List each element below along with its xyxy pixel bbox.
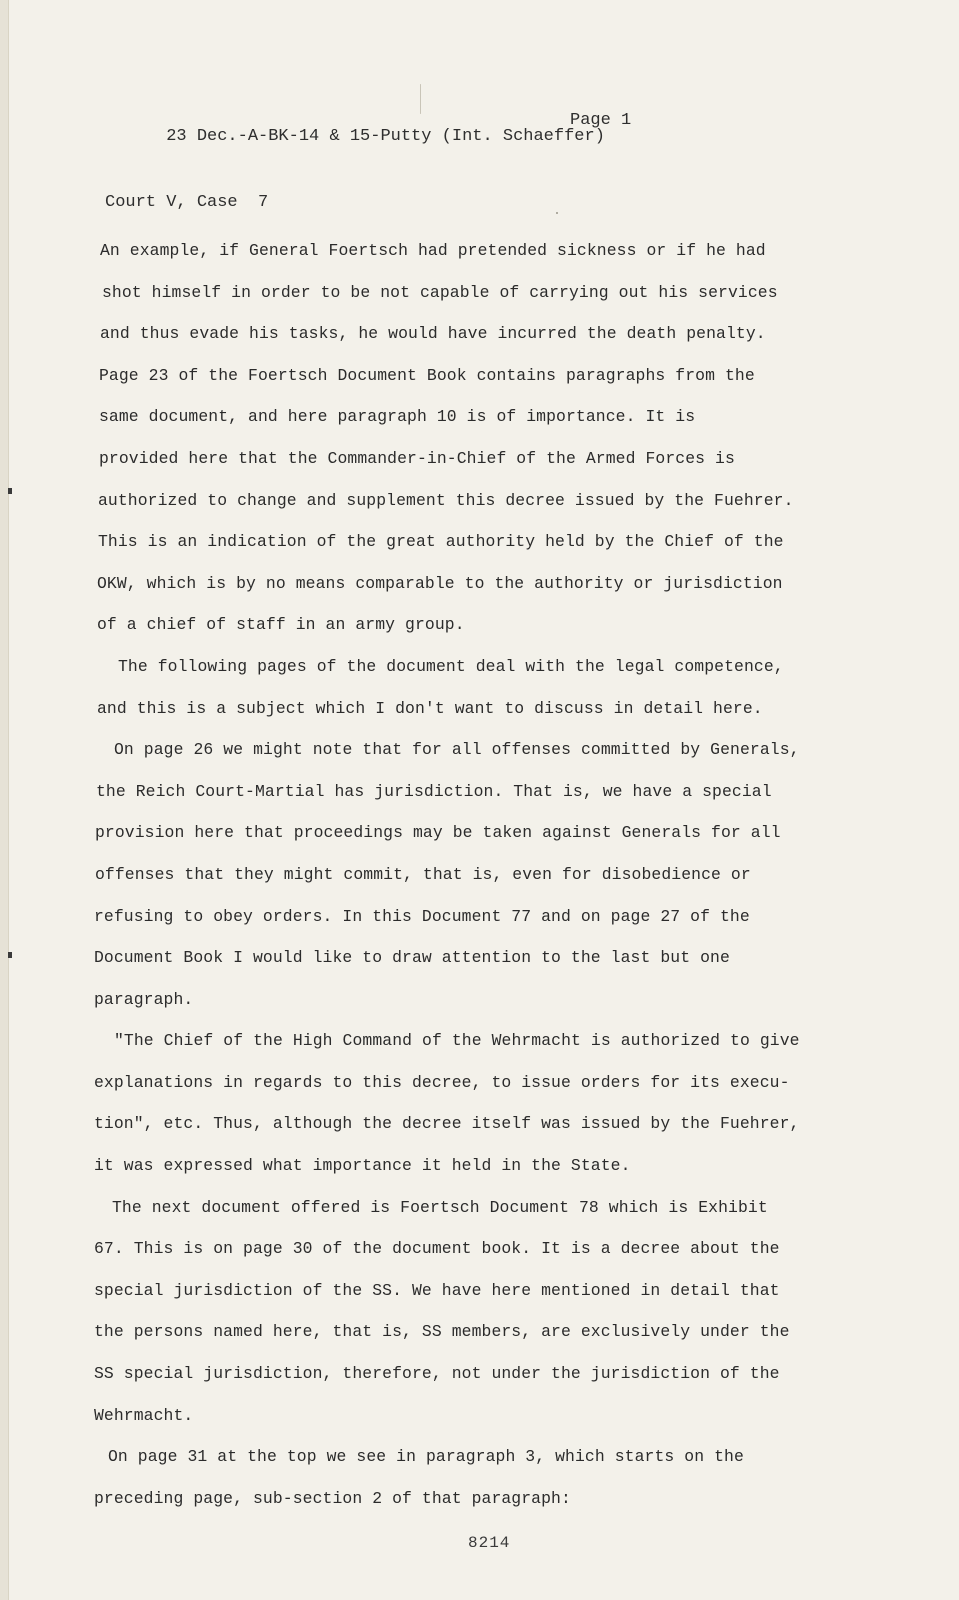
body-line: OKW, which is by no means comparable to the authority or jurisdiction: [97, 573, 783, 593]
body-line: and thus evade his tasks, he would have incurred the death penalty.: [100, 324, 766, 344]
body-line: it was expressed what importance it held in the State.: [94, 1156, 631, 1176]
body-line: The following pages of the document deal with the legal competence,: [118, 656, 784, 676]
body-line: preceding page, sub-section 2 of that paragraph:: [94, 1488, 571, 1508]
body-line: the Reich Court-Martial has jurisdiction. That is, we have a special: [96, 781, 772, 801]
body-line: and this is a subject which I don't want to discuss in detail here.: [97, 698, 763, 718]
binding-mark: [8, 488, 12, 494]
body-line: shot himself in order to be not capable of carrying out his services: [102, 282, 778, 302]
body-line: of a chief of staff in an army group.: [97, 615, 465, 635]
body-line: On page 31 at the top we see in paragraph 3, which starts on the: [108, 1447, 744, 1467]
body-line: An example, if General Foertsch had pretended sickness or if he had: [100, 241, 766, 260]
body-line: 67. This is on page 30 of the document book. It is a decree about the: [94, 1239, 780, 1259]
body-line: The next document offered is Foertsch Document 78 which is Exhibit: [112, 1197, 768, 1217]
header-case-reference: 23 Dec.-A-BK-14 & 15-Putty (Int. Schaeffer): [166, 127, 605, 146]
body-line: "The Chief of the High Command of the Wehrmacht is authorized to give: [114, 1031, 800, 1051]
body-line: paragraph.: [94, 989, 194, 1009]
body-line: explanations in regards to this decree, to issue orders for its execu-: [94, 1072, 790, 1092]
body-line: Wehrmacht.: [94, 1405, 194, 1425]
document-page: [8, 0, 959, 1600]
document-header: [105, 104, 632, 214]
header-line-1: [105, 104, 632, 192]
header-page-label: Page 1: [570, 111, 632, 130]
body-line: Page 23 of the Foertsch Document Book contains paragraphs from the: [99, 365, 755, 385]
body-line: same document, and here paragraph 10 is of importance. It is: [99, 407, 696, 427]
body-line: refusing to obey orders. In this Document 77 and on page 27 of the: [94, 906, 750, 926]
body-line: the persons named here, that is, SS members, are exclusively under the: [94, 1322, 790, 1342]
body-line: SS special jurisdiction, therefore, not under the jurisdiction of the: [94, 1364, 780, 1384]
page-number: 8214: [468, 1534, 511, 1552]
body-line: provision here that proceedings may be taken against Generals for all: [95, 823, 781, 843]
body-line: provided here that the Commander-in-Chief of the Armed Forces is: [99, 448, 735, 468]
body-line: authorized to change and supplement this decree issued by the Fuehrer.: [98, 490, 794, 510]
binding-mark: [8, 952, 12, 958]
body-line: special jurisdiction of the SS. We have here mentioned in detail that: [94, 1280, 780, 1300]
header-line-2: Court V, Case 7: [105, 193, 269, 212]
body-line: Document Book I would like to draw attention to the last but one: [94, 948, 730, 968]
body-line: tion", etc. Thus, although the decree itself was issued by the Fuehrer,: [94, 1114, 800, 1134]
document-body: [94, 230, 854, 1519]
body-line: This is an indication of the great authority held by the Chief of the: [98, 532, 784, 552]
body-line: offenses that they might commit, that is, even for disobedience or: [95, 864, 751, 884]
body-line: On page 26 we might note that for all offenses committed by Generals,: [114, 740, 800, 760]
